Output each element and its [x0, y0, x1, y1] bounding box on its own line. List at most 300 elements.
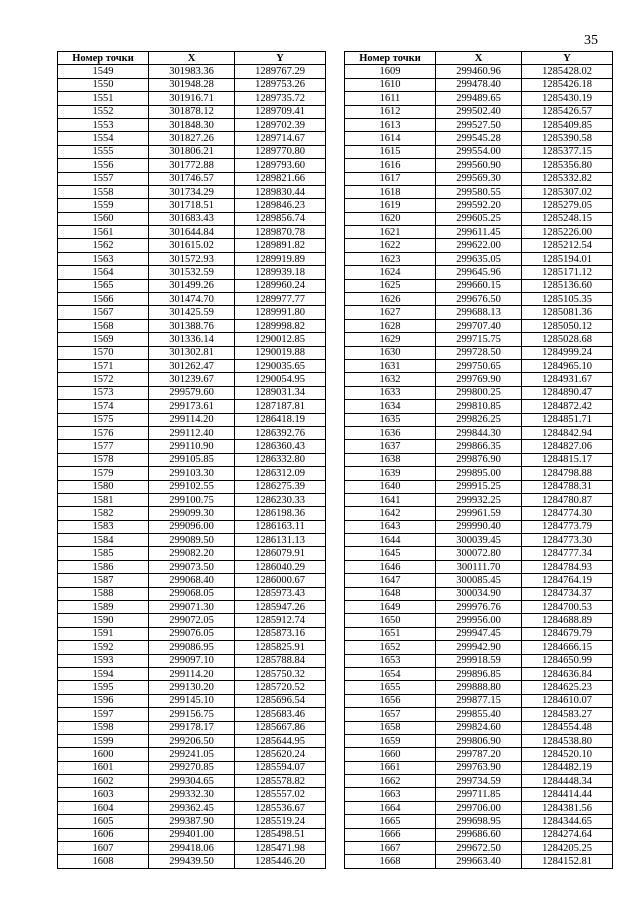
cell-y: 1284152.81 — [522, 855, 613, 868]
cell-y: 1284625.23 — [522, 681, 613, 694]
table-row — [58, 212, 326, 225]
cell-point-number: 1622 — [345, 239, 436, 252]
cell-x: 299734.59 — [436, 775, 522, 788]
cell-y: 1289856.74 — [235, 212, 326, 225]
cell-point-number: 1651 — [345, 627, 436, 640]
table-row — [58, 386, 326, 399]
cell-x: 301239.67 — [149, 373, 235, 386]
cell-y: 1284554.48 — [522, 721, 613, 734]
cell-y: 1285498.51 — [235, 828, 326, 841]
cell-y: 1289960.24 — [235, 279, 326, 292]
table-row — [345, 279, 613, 292]
table-row — [345, 654, 613, 667]
table-row — [58, 373, 326, 386]
table-row — [58, 467, 326, 480]
table-row — [58, 65, 326, 78]
cell-x: 301262.47 — [149, 359, 235, 372]
cell-point-number: 1615 — [345, 145, 436, 158]
cell-y: 1286040.29 — [235, 560, 326, 573]
cell-y: 1284784.93 — [522, 560, 613, 573]
table-row — [58, 400, 326, 413]
table-header-row — [58, 52, 326, 65]
table-row — [58, 426, 326, 439]
table-row — [345, 534, 613, 547]
table-row — [345, 293, 613, 306]
cell-point-number: 1649 — [345, 601, 436, 614]
cell-x: 299076.05 — [149, 627, 235, 640]
table-row — [345, 105, 613, 118]
table-row — [345, 319, 613, 332]
cell-point-number: 1631 — [345, 359, 436, 372]
cell-y: 1285212.54 — [522, 239, 613, 252]
header-x: X — [436, 52, 522, 65]
cell-y: 1286360.43 — [235, 440, 326, 453]
cell-y: 1285428.02 — [522, 65, 613, 78]
table-row — [58, 681, 326, 694]
cell-x: 299645.96 — [436, 266, 522, 279]
cell-point-number: 1569 — [58, 333, 149, 346]
cell-x: 299082.20 — [149, 547, 235, 560]
table-row — [58, 493, 326, 506]
cell-y: 1289891.82 — [235, 239, 326, 252]
table-row — [58, 480, 326, 493]
cell-y: 1287187.81 — [235, 400, 326, 413]
cell-point-number: 1625 — [345, 279, 436, 292]
table-row — [345, 386, 613, 399]
table-row — [345, 346, 613, 359]
cell-point-number: 1566 — [58, 293, 149, 306]
table-row — [345, 226, 613, 239]
cell-point-number: 1554 — [58, 132, 149, 145]
cell-x: 299332.30 — [149, 788, 235, 801]
cell-y: 1284851.71 — [522, 413, 613, 426]
coordinates-table-right — [344, 51, 613, 869]
cell-point-number: 1655 — [345, 681, 436, 694]
cell-point-number: 1666 — [345, 828, 436, 841]
cell-point-number: 1596 — [58, 694, 149, 707]
cell-y: 1284773.79 — [522, 520, 613, 533]
cell-y: 1285536.67 — [235, 801, 326, 814]
table-row — [345, 601, 613, 614]
cell-y: 1285356.80 — [522, 159, 613, 172]
cell-point-number: 1650 — [345, 614, 436, 627]
table-row — [58, 601, 326, 614]
cell-y: 1284414.44 — [522, 788, 613, 801]
cell-y: 1286079.91 — [235, 547, 326, 560]
cell-x: 299569.30 — [436, 172, 522, 185]
cell-point-number: 1611 — [345, 92, 436, 105]
cell-y: 1284610.07 — [522, 694, 613, 707]
cell-x: 301806.21 — [149, 145, 235, 158]
table-row — [345, 266, 613, 279]
table-row — [345, 212, 613, 225]
cell-point-number: 1619 — [345, 199, 436, 212]
cell-y: 1289821.66 — [235, 172, 326, 185]
cell-x: 299698.95 — [436, 815, 522, 828]
cell-y: 1289998.82 — [235, 319, 326, 332]
cell-point-number: 1613 — [345, 118, 436, 131]
cell-y: 1285248.15 — [522, 212, 613, 225]
table-row — [345, 118, 613, 131]
table-row — [345, 453, 613, 466]
cell-x: 299947.45 — [436, 627, 522, 640]
cell-x: 299855.40 — [436, 708, 522, 721]
table-row — [58, 92, 326, 105]
cell-y: 1289735.72 — [235, 92, 326, 105]
cell-point-number: 1564 — [58, 266, 149, 279]
cell-point-number: 1646 — [345, 560, 436, 573]
cell-point-number: 1654 — [345, 667, 436, 680]
cell-y: 1284842.94 — [522, 426, 613, 439]
cell-y: 1284538.80 — [522, 734, 613, 747]
cell-x: 299545.28 — [436, 132, 522, 145]
cell-y: 1284773.30 — [522, 534, 613, 547]
cell-x: 299707.40 — [436, 319, 522, 332]
cell-y: 1290019.88 — [235, 346, 326, 359]
cell-y: 1289714.67 — [235, 132, 326, 145]
cell-x: 299554.00 — [436, 145, 522, 158]
table-row — [345, 761, 613, 774]
cell-y: 1286392.76 — [235, 426, 326, 439]
cell-x: 299102.55 — [149, 480, 235, 493]
cell-x: 299686.60 — [436, 828, 522, 841]
table-row — [345, 828, 613, 841]
cell-x: 299178.17 — [149, 721, 235, 734]
cell-y: 1285028.68 — [522, 333, 613, 346]
cell-x: 299580.55 — [436, 185, 522, 198]
cell-y: 1284999.24 — [522, 346, 613, 359]
cell-point-number: 1627 — [345, 306, 436, 319]
table-row — [345, 775, 613, 788]
cell-x: 301718.51 — [149, 199, 235, 212]
cell-point-number: 1574 — [58, 400, 149, 413]
cell-y: 1290054.95 — [235, 373, 326, 386]
cell-x: 299270.85 — [149, 761, 235, 774]
cell-point-number: 1588 — [58, 587, 149, 600]
table-row — [58, 333, 326, 346]
table-row — [58, 159, 326, 172]
table-row — [58, 520, 326, 533]
cell-point-number: 1593 — [58, 654, 149, 667]
table-row — [345, 172, 613, 185]
cell-y: 1285226.00 — [522, 226, 613, 239]
table-row — [345, 667, 613, 680]
cell-y: 1289991.80 — [235, 306, 326, 319]
cell-x: 299527.50 — [436, 118, 522, 131]
cell-point-number: 1659 — [345, 734, 436, 747]
cell-x: 299635.05 — [436, 252, 522, 265]
table-row — [345, 467, 613, 480]
table-row — [58, 359, 326, 372]
cell-y: 1284583.27 — [522, 708, 613, 721]
cell-point-number: 1565 — [58, 279, 149, 292]
cell-point-number: 1626 — [345, 293, 436, 306]
cell-y: 1285594.07 — [235, 761, 326, 774]
cell-point-number: 1578 — [58, 453, 149, 466]
cell-point-number: 1657 — [345, 708, 436, 721]
cell-point-number: 1617 — [345, 172, 436, 185]
cell-y: 1285446.20 — [235, 855, 326, 868]
cell-point-number: 1590 — [58, 614, 149, 627]
cell-x: 299932.25 — [436, 493, 522, 506]
table-row — [345, 627, 613, 640]
cell-x: 299579.60 — [149, 386, 235, 399]
cell-y: 1285136.60 — [522, 279, 613, 292]
cell-x: 299769.90 — [436, 373, 522, 386]
cell-y: 1284777.34 — [522, 547, 613, 560]
cell-point-number: 1599 — [58, 734, 149, 747]
cell-x: 299990.40 — [436, 520, 522, 533]
cell-x: 301302.81 — [149, 346, 235, 359]
cell-y: 1285519.24 — [235, 815, 326, 828]
table-row — [345, 801, 613, 814]
cell-point-number: 1601 — [58, 761, 149, 774]
cell-x: 299824.60 — [436, 721, 522, 734]
table-row — [345, 306, 613, 319]
cell-x: 299206.50 — [149, 734, 235, 747]
cell-y: 1290035.65 — [235, 359, 326, 372]
cell-point-number: 1577 — [58, 440, 149, 453]
cell-point-number: 1592 — [58, 641, 149, 654]
cell-x: 299114.20 — [149, 667, 235, 680]
cell-point-number: 1558 — [58, 185, 149, 198]
cell-point-number: 1624 — [345, 266, 436, 279]
cell-y: 1285947.26 — [235, 601, 326, 614]
table-row — [345, 721, 613, 734]
cell-x: 301336.14 — [149, 333, 235, 346]
table-row — [58, 842, 326, 855]
cell-x: 299592.20 — [436, 199, 522, 212]
cell-x: 299068.40 — [149, 574, 235, 587]
cell-y: 1284381.56 — [522, 801, 613, 814]
cell-x: 299418.06 — [149, 842, 235, 855]
cell-y: 1286332.80 — [235, 453, 326, 466]
table-row — [58, 172, 326, 185]
cell-x: 299401.00 — [149, 828, 235, 841]
cell-point-number: 1605 — [58, 815, 149, 828]
table-row — [58, 587, 326, 600]
table-row — [58, 105, 326, 118]
table-row — [58, 654, 326, 667]
cell-point-number: 1594 — [58, 667, 149, 680]
table-row — [345, 547, 613, 560]
cell-y: 1285644.95 — [235, 734, 326, 747]
table-row — [345, 694, 613, 707]
cell-x: 299130.20 — [149, 681, 235, 694]
cell-x: 301916.71 — [149, 92, 235, 105]
cell-y: 1289702.39 — [235, 118, 326, 131]
cell-x: 300034.90 — [436, 587, 522, 600]
cell-x: 299110.90 — [149, 440, 235, 453]
table-row — [58, 667, 326, 680]
cell-x: 301572.93 — [149, 252, 235, 265]
cell-point-number: 1616 — [345, 159, 436, 172]
cell-point-number: 1623 — [345, 252, 436, 265]
cell-x: 299976.76 — [436, 601, 522, 614]
table-row — [58, 560, 326, 573]
cell-point-number: 1572 — [58, 373, 149, 386]
cell-y: 1286163.11 — [235, 520, 326, 533]
table-row — [345, 440, 613, 453]
cell-point-number: 1637 — [345, 440, 436, 453]
cell-x: 299844.30 — [436, 426, 522, 439]
cell-x: 299068.05 — [149, 587, 235, 600]
cell-point-number: 1614 — [345, 132, 436, 145]
table-row — [58, 734, 326, 747]
cell-x: 300085.45 — [436, 574, 522, 587]
table-row — [345, 560, 613, 573]
cell-x: 299918.59 — [436, 654, 522, 667]
table-header-row — [345, 52, 613, 65]
cell-x: 299387.90 — [149, 815, 235, 828]
cell-point-number: 1562 — [58, 239, 149, 252]
table-row — [58, 453, 326, 466]
cell-point-number: 1629 — [345, 333, 436, 346]
table-row — [345, 92, 613, 105]
cell-point-number: 1665 — [345, 815, 436, 828]
table-row — [345, 815, 613, 828]
cell-x: 301499.26 — [149, 279, 235, 292]
cell-x: 300111.70 — [436, 560, 522, 573]
table-row — [345, 842, 613, 855]
cell-y: 1284205.25 — [522, 842, 613, 855]
cell-point-number: 1560 — [58, 212, 149, 225]
cell-point-number: 1656 — [345, 694, 436, 707]
cell-y: 1289770.80 — [235, 145, 326, 158]
cell-point-number: 1575 — [58, 413, 149, 426]
cell-point-number: 1660 — [345, 748, 436, 761]
table-row — [345, 614, 613, 627]
cell-y: 1285194.01 — [522, 252, 613, 265]
cell-point-number: 1570 — [58, 346, 149, 359]
cell-y: 1285471.98 — [235, 842, 326, 855]
cell-y: 1284890.47 — [522, 386, 613, 399]
table-row — [58, 801, 326, 814]
cell-y: 1284734.37 — [522, 587, 613, 600]
cell-point-number: 1584 — [58, 534, 149, 547]
cell-y: 1290012.85 — [235, 333, 326, 346]
cell-point-number: 1644 — [345, 534, 436, 547]
cell-x: 299304.65 — [149, 775, 235, 788]
cell-y: 1286275.39 — [235, 480, 326, 493]
cell-point-number: 1579 — [58, 467, 149, 480]
table-row — [58, 413, 326, 426]
cell-y: 1285390.58 — [522, 132, 613, 145]
cell-point-number: 1664 — [345, 801, 436, 814]
cell-x: 301746.57 — [149, 172, 235, 185]
cell-point-number: 1589 — [58, 601, 149, 614]
cell-y: 1289977.77 — [235, 293, 326, 306]
cell-y: 1285430.19 — [522, 92, 613, 105]
cell-x: 299489.65 — [436, 92, 522, 105]
cell-point-number: 1583 — [58, 520, 149, 533]
cell-y: 1284872.42 — [522, 400, 613, 413]
cell-y: 1285426.57 — [522, 105, 613, 118]
cell-point-number: 1636 — [345, 426, 436, 439]
cell-x: 299502.40 — [436, 105, 522, 118]
cell-y: 1285279.05 — [522, 199, 613, 212]
table-row — [58, 534, 326, 547]
cell-x: 301615.02 — [149, 239, 235, 252]
table-row — [58, 855, 326, 868]
cell-point-number: 1609 — [345, 65, 436, 78]
cell-point-number: 1618 — [345, 185, 436, 198]
cell-y: 1284965.10 — [522, 359, 613, 372]
cell-x: 301827.26 — [149, 132, 235, 145]
table-row — [58, 748, 326, 761]
cell-x: 301772.88 — [149, 159, 235, 172]
cell-x: 299876.90 — [436, 453, 522, 466]
cell-y: 1284520.10 — [522, 748, 613, 761]
cell-x: 299114.20 — [149, 413, 235, 426]
cell-x: 299073.50 — [149, 560, 235, 573]
table-row — [345, 520, 613, 533]
cell-y: 1285050.12 — [522, 319, 613, 332]
cell-y: 1284764.19 — [522, 574, 613, 587]
cell-point-number: 1652 — [345, 641, 436, 654]
table-row — [345, 641, 613, 654]
cell-x: 299622.00 — [436, 239, 522, 252]
cell-x: 299605.25 — [436, 212, 522, 225]
cell-x: 299896.85 — [436, 667, 522, 680]
cell-point-number: 1598 — [58, 721, 149, 734]
table-row — [58, 118, 326, 131]
table-row — [345, 413, 613, 426]
cell-point-number: 1641 — [345, 493, 436, 506]
cell-point-number: 1630 — [345, 346, 436, 359]
cell-y: 1289031.34 — [235, 386, 326, 399]
cell-x: 301848.30 — [149, 118, 235, 131]
cell-point-number: 1645 — [345, 547, 436, 560]
table-row — [345, 748, 613, 761]
cell-point-number: 1608 — [58, 855, 149, 868]
cell-x: 299688.13 — [436, 306, 522, 319]
table-row — [58, 721, 326, 734]
cell-point-number: 1648 — [345, 587, 436, 600]
cell-x: 301948.28 — [149, 78, 235, 91]
cell-y: 1284827.06 — [522, 440, 613, 453]
cell-y: 1285873.16 — [235, 627, 326, 640]
cell-x: 299173.61 — [149, 400, 235, 413]
cell-x: 299706.00 — [436, 801, 522, 814]
cell-point-number: 1591 — [58, 627, 149, 640]
cell-point-number: 1642 — [345, 507, 436, 520]
cell-y: 1284774.30 — [522, 507, 613, 520]
table-row — [345, 185, 613, 198]
cell-point-number: 1581 — [58, 493, 149, 506]
cell-y: 1289830.44 — [235, 185, 326, 198]
table-row — [58, 574, 326, 587]
cell-x: 299071.30 — [149, 601, 235, 614]
cell-x: 299826.25 — [436, 413, 522, 426]
cell-x: 299800.25 — [436, 386, 522, 399]
cell-y: 1284274.64 — [522, 828, 613, 841]
cell-x: 299915.25 — [436, 480, 522, 493]
cell-x: 301734.29 — [149, 185, 235, 198]
cell-point-number: 1587 — [58, 574, 149, 587]
cell-x: 299956.00 — [436, 614, 522, 627]
cell-y: 1289753.26 — [235, 78, 326, 91]
cell-y: 1285171.12 — [522, 266, 613, 279]
cell-point-number: 1551 — [58, 92, 149, 105]
cell-y: 1284448.34 — [522, 775, 613, 788]
cell-x: 301425.59 — [149, 306, 235, 319]
cell-x: 299750.65 — [436, 359, 522, 372]
cell-y: 1285683.46 — [235, 708, 326, 721]
table-row — [58, 708, 326, 721]
cell-point-number: 1582 — [58, 507, 149, 520]
cell-x: 300039.45 — [436, 534, 522, 547]
